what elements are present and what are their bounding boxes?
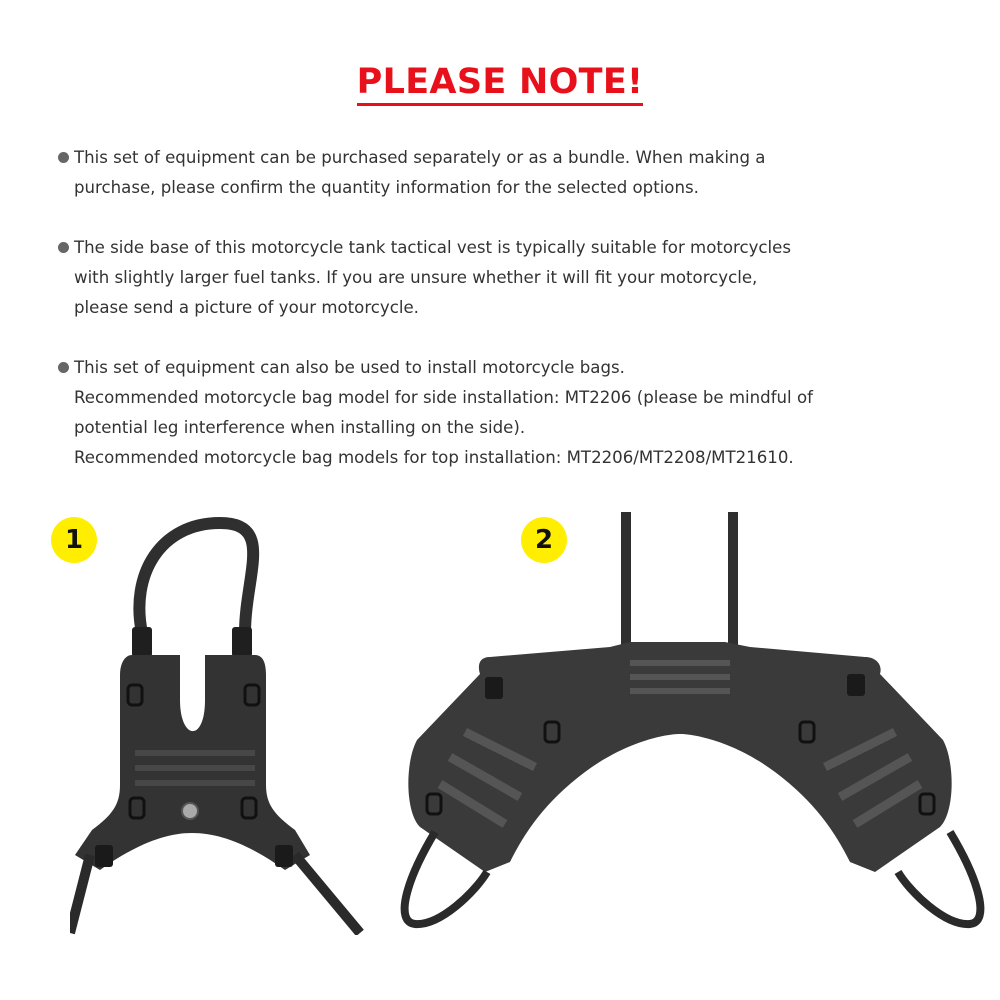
bullet-dot-icon bbox=[58, 242, 69, 253]
bullet-dot-icon bbox=[58, 152, 69, 163]
note-line: Recommended motorcycle bag model for side installation: MT2206 (please be mindful of bbox=[74, 388, 813, 407]
note-line: potential leg interference when installing on the side). bbox=[74, 418, 526, 437]
page-title-wrap bbox=[0, 62, 1000, 102]
note-line: please send a picture of your motorcycle. bbox=[74, 298, 419, 317]
product-2-badge: 2 bbox=[521, 517, 567, 563]
tank-vest-top-icon bbox=[70, 515, 370, 935]
note-line: purchase, please confirm the quantity information for the selected options. bbox=[74, 178, 699, 197]
page-title: PLEASE NOTE! bbox=[357, 62, 644, 106]
bullet-dot-icon bbox=[58, 362, 69, 373]
note-line: This set of equipment can be purchased separately or as a bundle. When making a bbox=[74, 148, 766, 167]
note-line: The side base of this motorcycle tank tactical vest is typically suitable for motorcycles bbox=[74, 238, 792, 257]
product-1-badge: 1 bbox=[51, 517, 97, 563]
note-item bbox=[57, 233, 957, 323]
tank-vest-side-icon bbox=[395, 512, 990, 932]
note-line: with slightly larger fuel tanks. If you are unsure whether it will fit your motorcycle, bbox=[74, 268, 758, 287]
note-line: Recommended motorcycle bag models for top installation: MT2206/MT2208/MT21610. bbox=[74, 448, 794, 467]
notes-list bbox=[57, 143, 957, 503]
note-item bbox=[57, 353, 957, 473]
note-line: This set of equipment can also be used to install motorcycle bags. bbox=[74, 358, 625, 377]
note-item bbox=[57, 143, 957, 203]
